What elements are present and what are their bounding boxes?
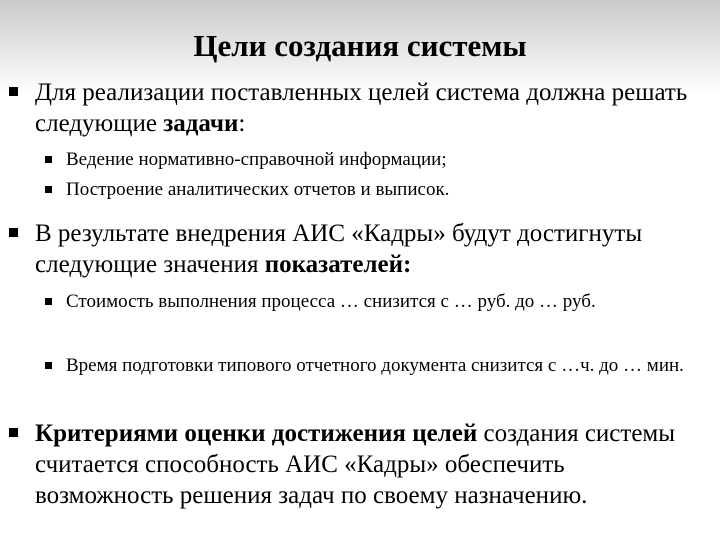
slide-title: Цели создания системы [193,28,527,63]
bullet-square-icon [45,362,52,369]
sub-list-item: Стоимость выполнения процесса … снизится с … руб. до … руб. [66,291,596,312]
sub-list-item: Ведение нормативно-справочной информации; [66,149,447,170]
bullet-square-icon [45,156,52,163]
list-item-criteria: Критериями оценки достижения целей создания системы считается способность АИС «Кадры» обеспечить возможность решения задач по своему назначению. [35,420,676,509]
bullet-square-icon [9,87,18,96]
sub-list-item: Время подготовки типового отчетного документа снизится с …ч. до … мин. [66,355,684,376]
list-item-indicators: В результате внедрения АИС «Кадры» будут достигнуты следующие значения показателей: [35,220,643,278]
sub-list-item: Построение аналитических отчетов и выписок. [66,179,450,200]
bullet-square-icon [45,186,52,193]
bullet-square-icon [45,298,52,305]
list-item-tasks: Для реализации поставленных целей система должна решать следующие задачи: [35,79,688,137]
bullet-square-icon [9,228,18,237]
bullet-square-icon [9,428,18,437]
